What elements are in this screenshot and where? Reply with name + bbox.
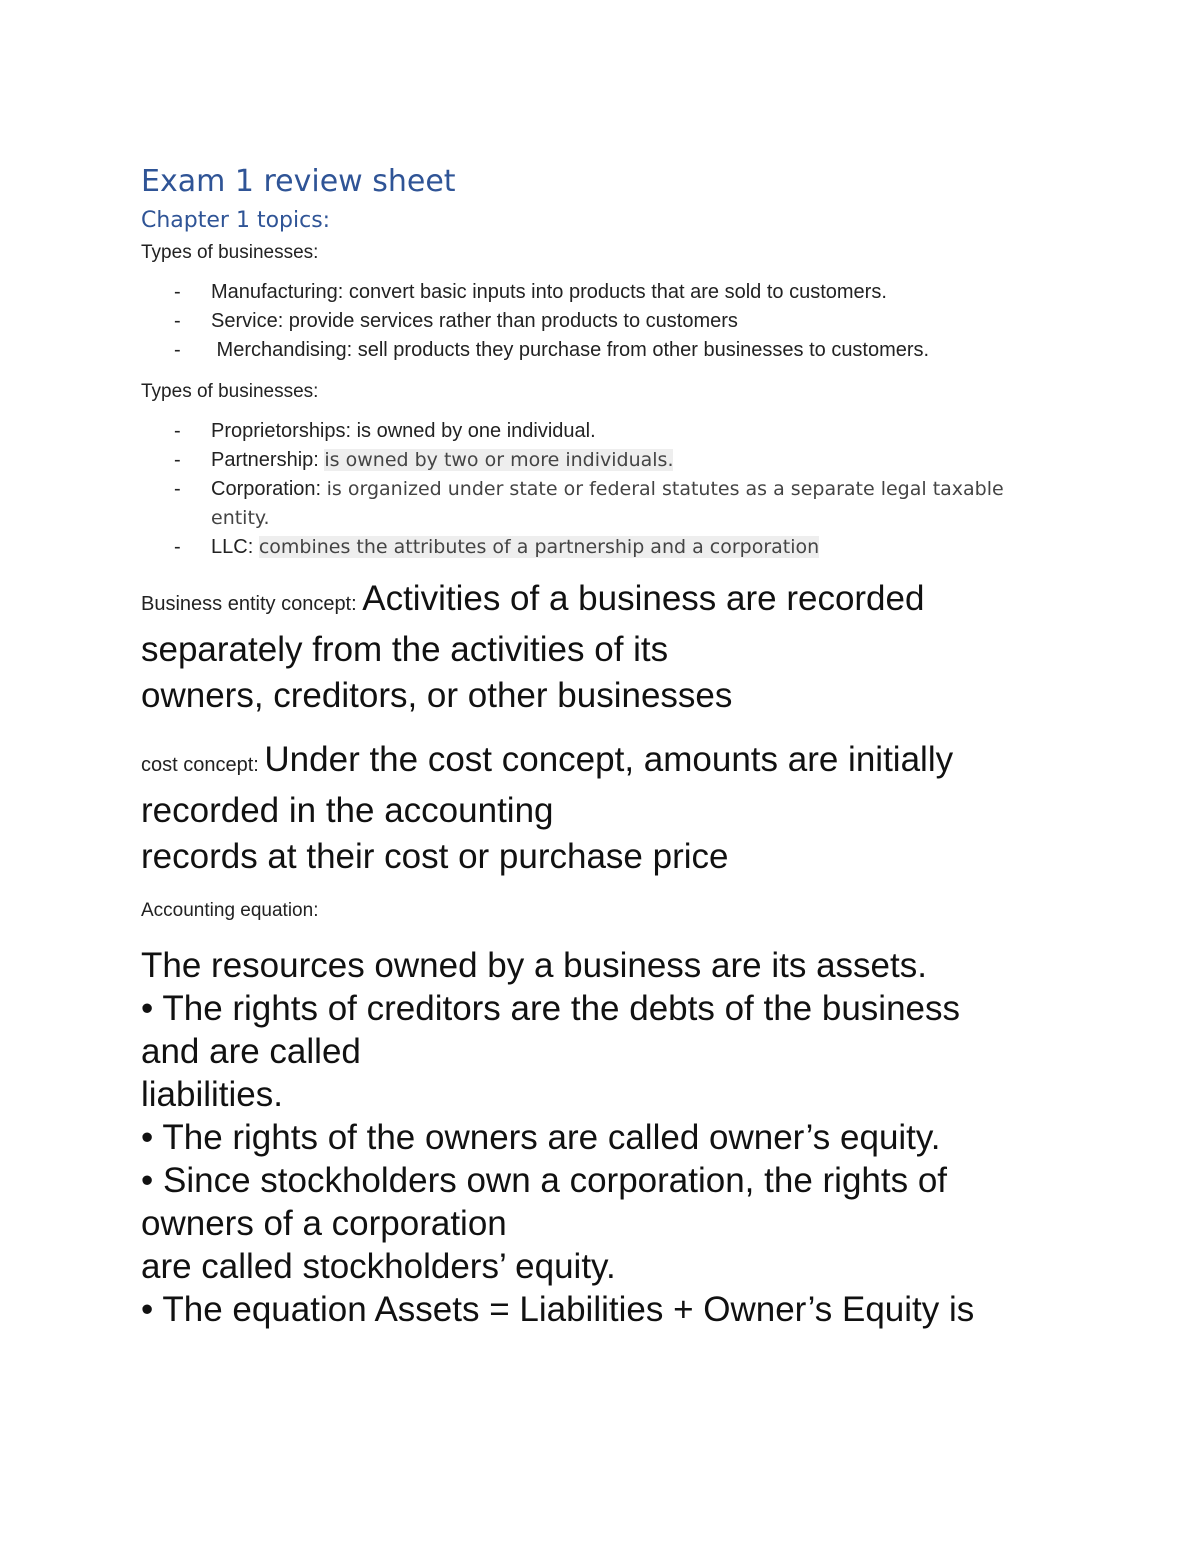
concept-label: Business entity concept:: [141, 593, 363, 615]
dash-bullet: -: [174, 339, 181, 361]
list-item-label: Corporation:: [211, 478, 327, 500]
dash-bullet: -: [174, 449, 181, 471]
list-item: [141, 336, 1061, 365]
dash-bullet: -: [174, 281, 181, 303]
list-item-text: Service: provide services rather than products to customers: [211, 310, 738, 332]
highlighted-definition: combines the attributes of a partnership and a corporation: [258, 536, 820, 558]
list-item-label: Partnership:: [211, 449, 325, 471]
chapter-heading: Chapter 1 topics:: [141, 208, 331, 233]
document-title: Exam 1 review sheet: [141, 164, 456, 199]
accounting-equation-heading: Accounting equation:: [141, 900, 319, 921]
concept-label: cost concept:: [141, 754, 265, 776]
dash-bullet: -: [174, 310, 181, 332]
text-line: • The rights of the owners are called owner’s equity.: [141, 1118, 941, 1157]
concept-text: records at their cost or purchase price: [141, 837, 729, 876]
text-line: owners of a corporation: [141, 1204, 507, 1243]
section-heading-ownership-types: Types of businesses:: [141, 381, 319, 402]
concept-text: recorded in the accounting: [141, 791, 554, 830]
text-line: and are called: [141, 1032, 361, 1071]
text-line: are called stockholders’ equity.: [141, 1247, 616, 1286]
section-heading-business-types: Types of businesses:: [141, 242, 319, 263]
highlighted-definition: is owned by two or more individuals.: [324, 449, 674, 471]
list-item-label: LLC:: [211, 536, 259, 558]
concept-text: separately from the activities of its: [141, 630, 669, 669]
list-item: [141, 307, 1061, 336]
concept-text: Activities of a business are recorded: [362, 579, 925, 618]
list-item-text: Manufacturing: convert basic inputs into products that are sold to customers.: [211, 281, 887, 303]
ownership-types-list: [141, 417, 1061, 562]
business-entity-concept: [141, 576, 1061, 719]
concept-text: Under the cost concept, amounts are initially: [264, 740, 954, 779]
text-line: • The equation Assets = Liabilities + Owner’s Equity is: [141, 1290, 975, 1329]
accounting-equation-text: [141, 944, 1061, 1331]
list-item: [141, 278, 1061, 307]
text-line: liabilities.: [141, 1075, 283, 1114]
list-item: [141, 417, 1061, 446]
concept-text: owners, creditors, or other businesses: [141, 676, 733, 715]
text-line: The resources owned by a business are its assets.: [141, 946, 927, 985]
text-line: • Since stockholders own a corporation, the rights of: [141, 1161, 948, 1200]
list-item: [141, 446, 1061, 475]
list-item: [141, 475, 1061, 533]
list-item-label: Proprietorships: is owned by one individual.: [211, 420, 596, 442]
cost-concept: [141, 737, 1061, 880]
text-line: • The rights of creditors are the debts of the business: [141, 989, 960, 1028]
dash-bullet: -: [174, 536, 181, 558]
dash-bullet: -: [174, 478, 181, 500]
dash-bullet: -: [174, 420, 181, 442]
list-item-text: Merchandising: sell products they purchase from other businesses to customers.: [211, 339, 930, 361]
document-page: [141, 160, 1061, 1331]
definition-text: is organized under state or federal statutes as a separate legal taxable entity.: [211, 478, 1004, 529]
list-item: [141, 533, 1061, 562]
business-types-list: [141, 278, 1061, 365]
